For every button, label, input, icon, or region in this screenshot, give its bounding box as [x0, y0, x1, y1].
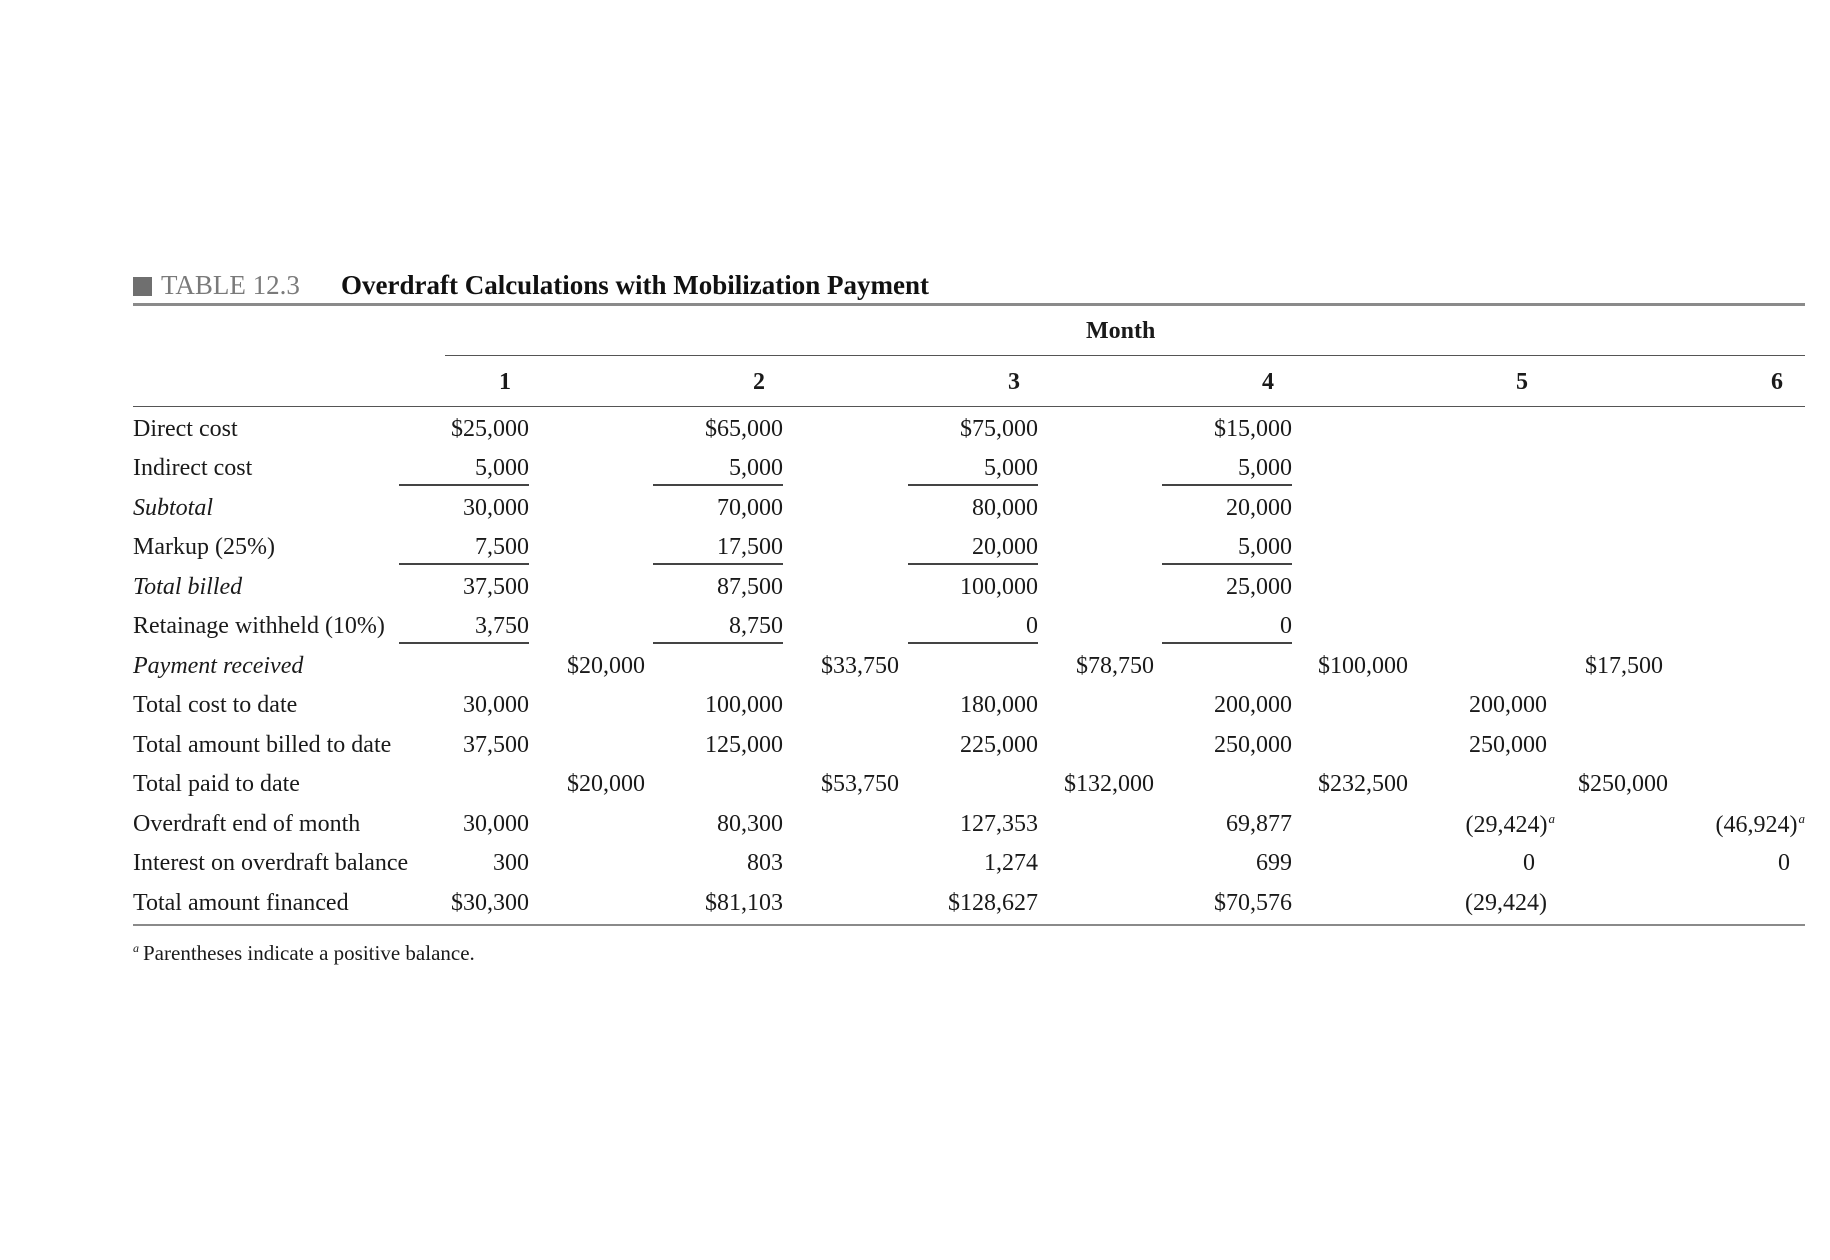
- cell-retainage-m3: 0: [908, 613, 1038, 644]
- cell-retainage-m2: 8,750: [653, 613, 783, 644]
- cell-payment-received-2: $33,750: [821, 653, 899, 679]
- cell-indirect-cost-m1: 5,000: [399, 455, 529, 486]
- cell-interest-m2: 803: [747, 850, 783, 876]
- month-header: Month: [1086, 318, 1156, 344]
- cell-billed-to-date-m4: 250,000: [1214, 732, 1292, 758]
- cell-direct-cost-m3: $75,000: [960, 416, 1038, 442]
- row-label-total-cost-to-date: Total cost to date: [133, 692, 298, 718]
- cell-cost-to-date-m5: 200,000: [1469, 692, 1547, 718]
- cell-financed-m3: $128,627: [948, 890, 1038, 916]
- cell-total-billed-m3: 100,000: [960, 574, 1038, 600]
- cell-direct-cost-m1: $25,000: [451, 416, 529, 442]
- row-label-payment-received: Payment received: [133, 653, 304, 679]
- cell-markup-m4: 5,000: [1162, 534, 1292, 565]
- cell-paid-to-date-3: $132,000: [1064, 771, 1154, 797]
- row-label-direct-cost: Direct cost: [133, 416, 238, 442]
- cell-overdraft-m3: 127,353: [960, 811, 1038, 837]
- cell-indirect-cost-m2: 5,000: [653, 455, 783, 486]
- caption-square-icon: [133, 277, 152, 296]
- row-label-overdraft: Overdraft end of month: [133, 811, 361, 837]
- footnote-marker: a: [1548, 811, 1555, 826]
- bottom-rule: [133, 924, 1805, 926]
- row-label-markup: Markup (25%): [133, 534, 275, 560]
- header-rule: [133, 406, 1805, 407]
- column-header-month-1: 1: [499, 369, 511, 395]
- cell-retainage-m4: 0: [1162, 613, 1292, 644]
- cell-total-billed-m4: 25,000: [1226, 574, 1292, 600]
- cell-billed-to-date-m1: 37,500: [463, 732, 529, 758]
- cell-payment-received-1: $20,000: [567, 653, 645, 679]
- cell-billed-to-date-m3: 225,000: [960, 732, 1038, 758]
- cell-cost-to-date-m2: 100,000: [705, 692, 783, 718]
- row-label-retainage: Retainage withheld (10%): [133, 613, 385, 639]
- cell-interest-m1: 300: [493, 850, 529, 876]
- cell-financed-m2: $81,103: [705, 890, 783, 916]
- cell-subtotal-m3: 80,000: [972, 495, 1038, 521]
- cell-cost-to-date-m1: 30,000: [463, 692, 529, 718]
- cell-subtotal-m2: 70,000: [717, 495, 783, 521]
- column-header-month-3: 3: [1008, 369, 1020, 395]
- cell-subtotal-m1: 30,000: [463, 495, 529, 521]
- footnote-text: Parentheses indicate a positive balance.: [143, 941, 475, 965]
- cell-subtotal-m4: 20,000: [1226, 495, 1292, 521]
- row-label-indirect-cost: Indirect cost: [133, 455, 253, 481]
- cell-interest-m3: 1,274: [984, 850, 1038, 876]
- cell-payment-received-5: $17,500: [1585, 653, 1663, 679]
- cell-overdraft-m6-value: (46,924): [1715, 812, 1798, 838]
- cell-billed-to-date-m5: 250,000: [1469, 732, 1547, 758]
- cell-overdraft-m6: [1675, 811, 1805, 839]
- cell-markup-m3: 20,000: [908, 534, 1038, 565]
- cell-indirect-cost-m4: 5,000: [1162, 455, 1292, 486]
- row-label-interest: Interest on overdraft balance: [133, 850, 409, 876]
- cell-direct-cost-m2: $65,000: [705, 416, 783, 442]
- row-label-total-financed: Total amount financed: [133, 890, 349, 916]
- cell-interest-m6: 0: [1778, 850, 1790, 876]
- row-label-total-billed-to-date: Total amount billed to date: [133, 732, 392, 758]
- column-header-month-6: 6: [1771, 369, 1783, 395]
- column-header-month-4: 4: [1262, 369, 1274, 395]
- month-rule: [445, 355, 1805, 356]
- cell-financed-m5: (29,424): [1465, 890, 1547, 916]
- row-label-total-billed: Total billed: [133, 574, 243, 600]
- top-rule: [133, 303, 1805, 306]
- cell-total-billed-m2: 87,500: [717, 574, 783, 600]
- table-number: TABLE 12.3: [161, 270, 300, 300]
- table-footnote: [133, 941, 475, 966]
- cell-cost-to-date-m4: 200,000: [1214, 692, 1292, 718]
- cell-markup-m2: 17,500: [653, 534, 783, 565]
- cell-paid-to-date-5: $250,000: [1578, 771, 1668, 797]
- cell-retainage-m1: 3,750: [399, 613, 529, 644]
- column-header-month-5: 5: [1516, 369, 1528, 395]
- cell-markup-m1: 7,500: [399, 534, 529, 565]
- footnote-mark: a: [133, 941, 139, 955]
- row-label-subtotal: Subtotal: [133, 495, 214, 521]
- cell-indirect-cost-m3: 5,000: [908, 455, 1038, 486]
- cell-billed-to-date-m2: 125,000: [705, 732, 783, 758]
- column-header-month-2: 2: [753, 369, 765, 395]
- cell-overdraft-m1: 30,000: [463, 811, 529, 837]
- cell-paid-to-date-2: $53,750: [821, 771, 899, 797]
- cell-payment-received-3: $78,750: [1076, 653, 1154, 679]
- cell-overdraft-m5: [1425, 811, 1555, 839]
- cell-interest-m4: 699: [1256, 850, 1292, 876]
- cell-cost-to-date-m3: 180,000: [960, 692, 1038, 718]
- cell-overdraft-m2: 80,300: [717, 811, 783, 837]
- row-label-total-paid-to-date: Total paid to date: [133, 771, 300, 797]
- cell-paid-to-date-4: $232,500: [1318, 771, 1408, 797]
- cell-financed-m1: $30,300: [451, 890, 529, 916]
- cell-overdraft-m5-value: (29,424): [1465, 812, 1548, 838]
- cell-financed-m4: $70,576: [1214, 890, 1292, 916]
- footnote-marker: a: [1798, 811, 1805, 826]
- table-title: Overdraft Calculations with Mobilization Payment: [341, 270, 929, 300]
- cell-paid-to-date-1: $20,000: [567, 771, 645, 797]
- cell-total-billed-m1: 37,500: [463, 574, 529, 600]
- cell-direct-cost-m4: $15,000: [1214, 416, 1292, 442]
- cell-interest-m5: 0: [1523, 850, 1535, 876]
- cell-payment-received-4: $100,000: [1318, 653, 1408, 679]
- cell-overdraft-m4: 69,877: [1226, 811, 1292, 837]
